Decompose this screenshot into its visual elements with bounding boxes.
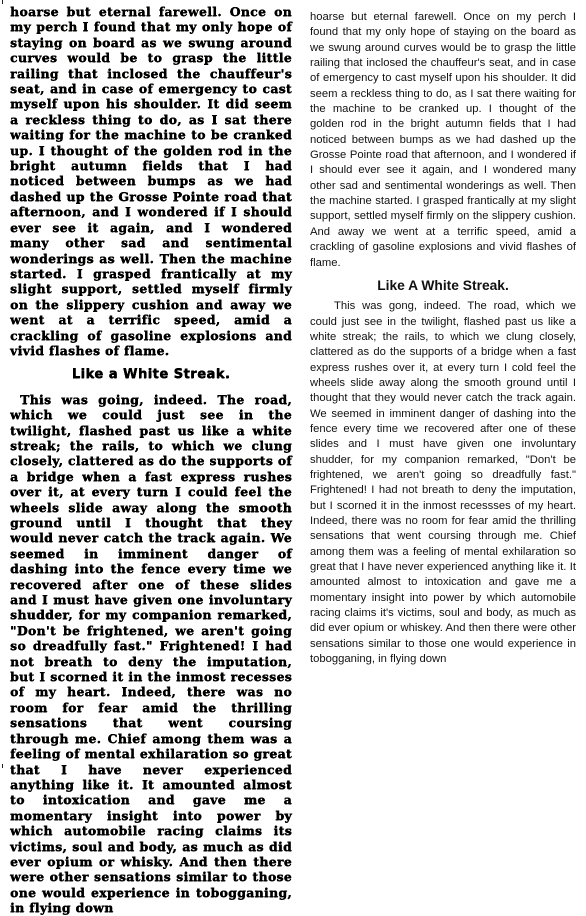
scan-paragraph-2: This was going, indeed. The road, which we could just see in the twilight, flashed past us like a white streak; the rails, to which we clung closely, clattered as do the supports of a bridge when a fast express rushes over it, at every turn I could feel the wheels slide away along the smooth ground until I thought that they would never catch the track again. We seemed in imminent danger of dashing into the fence every time we recovered after one of these slides and I must have given one involuntary shudder, for my companion remarked, "Don't be frightened, we aren't going so dreadfully fast." Frightened! I had not breath to deny the imputation, but I scorned it in the inmost recesses of my heart. Indeed, there was no room for fear amid the thrilling sensations that went coursing through me. Chief among them was a feeling of mental exhilaration so great that I have never experienced anything like it. It amounted almost to intoxication and gave me a momentary insight into power by which automobile racing claims its victims, soul and body, as much as did ever opium or whisky. And then there were other sensations similar to those one would experience in tobogganing, in flying down [10, 391, 292, 916]
newspaper-scan [2, 4, 298, 916]
transcript-paragraph-1: hoarse but eternal farewell. Once on my perch I found that my only hope of staying on the board as we swung around curves would be to grasp the little railing that inclosed the chauffeur's seat, and in case of emergency to cast myself upon his shoulder. It did seem a reckless thing to do, as I sat there waiting for the machine to be cranked up. I thought of the golden rod in the bright autumn fields that I had noticed between bumps as we had dashed up the Grosse Pointe road that afternoon, and I wondered if I should ever see it again, and I wondered many other sad and sentimental wonderings as well. Then the machine started. I grasped frantically at my slight support, settled myself firmly on the slippery cushion. And away we went at a terrific speed, amid a crackling of gasoline explosions and vivid flashes of flame. [310, 11, 576, 269]
transcript-paragraph-2: This was gong, indeed. The road, which we could just see in the twilight, flashed past us like a white streak; the rails, to which we clung closely, clattered as do the supports of a bridge when a fast express rushes over it, at every turn I cold feel the wheels slide away along the smooth ground until I thought that they would never catch the track again. We seemed in imminent danger of dashing into the fence every time we recovered after one of these slides and I must have given one involuntary shudder, for my companion remarked, "Don't be frightened, we aren't going so dreadfully fast." Frightened! I had not breath to deny the imputation, but I scorned it in the inmost recessses of my heart. Indeed, there was no room for fear amid the thrilling sensations that went coursing through me. Chief among them was a feeling of mental exhilaration so great that I have never experienced anything like it. It amounted almost to intoxication and gave me a momentary insight into power by which automobile racing claims it's victims, soul and body, as much as did ever opium or whiskey. And then there were other sensations similar to those one would experience in tobogganing, in flying down [310, 300, 576, 666]
scan-column [2, 4, 298, 916]
scan-paragraph-1: hoarse but eternal farewell. Once on my perch I found that my only hope of staying on board as we swung around curves would be to grasp the little railing that inclosed the chauffeur's seat, and in case of emergency to cast myself upon his shoulder. It did seem a reckless thing to do, as I sat there waiting for the machine to be cranked up. I thought of the golden rod in the bright autumn fields that I had noticed between bumps as we had dashed up the Grosse Pointe road that afternoon, and I wondered if I should ever see it again, and I wondered many other sad and sentimental wonderings as well. Then the machine started. I grasped frantically at my slight support, settled myself firmly on the slippery cushion and away we went at a terrific speed, amid a crackling of gasoline explosions and vivid flashes of flame. [10, 4, 292, 358]
scan-heading: Like a White Streak. [71, 367, 231, 383]
transcript-heading: Like A White Streak. [377, 277, 509, 293]
transcription-column [310, 10, 576, 667]
